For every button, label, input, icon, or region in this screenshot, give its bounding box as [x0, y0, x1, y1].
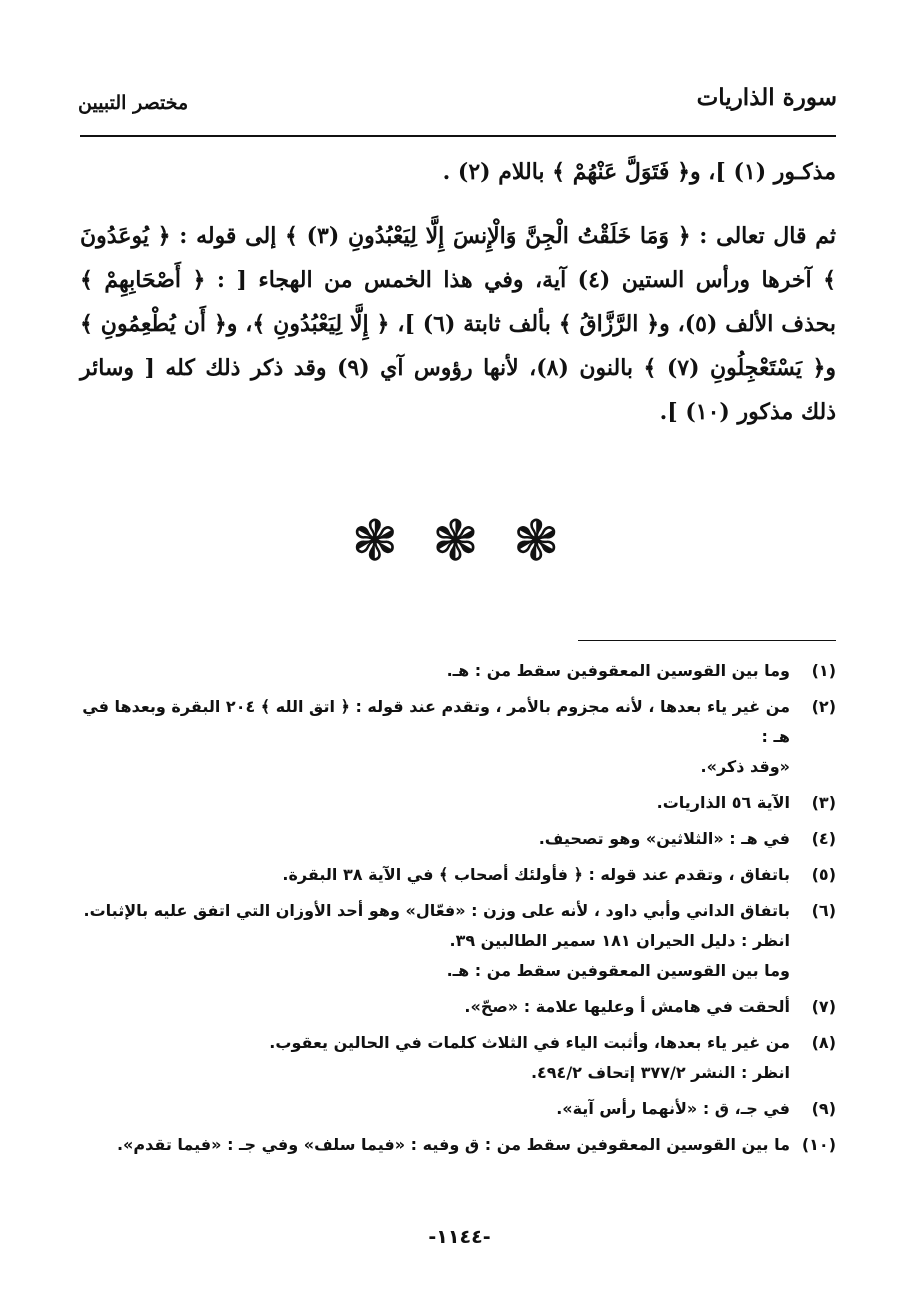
footnote [80, 896, 836, 986]
footnote [80, 1130, 836, 1160]
footnote-number: (٩) [811, 1099, 836, 1118]
footnote-text [80, 860, 790, 890]
surah-title: سورة الذاريات [696, 84, 837, 111]
footnote [80, 656, 836, 686]
footnote [80, 824, 836, 854]
section-separator-stars: ❃ ❃ ❃ [351, 509, 568, 574]
footnote-line: باتفاق ، وتقدم عند قوله : ﴿ فأولئك أصحاب ﴾ في الآية ٣٨ البقرة. [282, 865, 790, 884]
footnote-text [80, 788, 790, 818]
footnote-line: في جـ، ق : «لأنهما رأس آية». [556, 1099, 790, 1118]
footnote-line: وما بين القوسين المعقوفين سقط من : هـ. [446, 661, 790, 680]
footnote-line: وما بين القوسين المعقوفين سقط من : هـ. [446, 961, 790, 980]
footnote-number: (٥) [811, 865, 836, 884]
main-text [80, 150, 836, 434]
footnote [80, 860, 836, 890]
footnote-line: ما بين القوسين المعقوفين سقط من : ق وفيه : «فيما سلف» وفي جـ : «فيما تقدم». [116, 1135, 790, 1154]
footnote-number: (٣) [811, 793, 836, 812]
footnote-number: (٢) [811, 697, 836, 716]
footnote-text [80, 1028, 790, 1088]
paragraph: مذكـور (١) ]، و﴿ فَتَوَلَّ عَنْهُمْ ﴾ باللام (٢) . [442, 159, 836, 185]
footnote-line: الآية ٥٦ الذاريات. [656, 793, 790, 812]
footnote-text [80, 992, 790, 1022]
footnote-line: ألحقت في هامش أ وعليها علامة : «صحّ». [464, 997, 790, 1016]
footnote-text [80, 656, 790, 686]
footnote-line: في هـ : «الثلاثين» وهو تصحيف. [538, 829, 790, 848]
page-number: -١١٤٤- [428, 1226, 491, 1248]
footnote [80, 692, 836, 782]
footnote [80, 1028, 836, 1088]
footnotes [80, 656, 836, 1166]
footnote-number: (١٠) [801, 1135, 836, 1154]
footnote-number: (٤) [811, 829, 836, 848]
header-divider [80, 135, 836, 137]
footnote [80, 992, 836, 1022]
footnote-text [80, 896, 790, 986]
footnote-text [80, 824, 790, 854]
footnote-number: (١) [811, 661, 836, 680]
footnote [80, 1094, 836, 1124]
footnote-number: (٨) [811, 1033, 836, 1052]
book-title: مختصر التبيين [78, 92, 189, 114]
footnote-number: (٧) [811, 997, 836, 1016]
footnote-line: انظر : دليل الحيران ١٨١ سمير الطالبين ٣٩. [449, 931, 790, 950]
footnote-line: من غير ياء بعدها ، لأنه مجزوم بالأمر ، وتقدم عند قوله : ﴿ اتق الله ﴾ ٢٠٤ البقرة وبعدها في هـ : [82, 697, 790, 746]
footnote-text [80, 692, 790, 782]
paragraph: ثم قال تعالى : ﴿ وَمَا خَلَقْتُ الْجِنَّ وَالْإِنسَ إِلَّا لِيَعْبُدُونِ (٣) ﴾ إلى قوله : ﴿ يُوعَدُونَ ﴾ آخرها ورأس الستين (٤) آية، وفي هذا الخمس من الهجاء [ : ﴿ أَصْحَابِهِمْ ﴾ بحذف الألف (٥)، و﴿ الرَّزَّاقُ ﴾ بألف ثابتة (٦) ]، ﴿ إِلَّا لِيَعْبُدُونِ ﴾، و﴿ أَن يُطْعِمُونِ ﴾ و﴿ يَسْتَعْجِلُونِ (٧) ﴾ بالنون (٨)، لأنها رؤوس آي (٩) وقد ذكر ذلك كله [ وسائر ذلك مذكور (١٠) ]. [80, 223, 836, 425]
footnote-text [80, 1094, 790, 1124]
footnote [80, 788, 836, 818]
footnote-line: «وقد ذكر». [700, 757, 790, 776]
footnote-divider [578, 640, 836, 641]
footnote-line: من غير ياء بعدها، وأثبت الياء في الثلاث كلمات في الحالين يعقوب. [269, 1033, 790, 1052]
footnote-number: (٦) [811, 901, 836, 920]
footnote-line: انظر : النشر ٣٧٧/٢ إتحاف ٤٩٤/٢. [530, 1063, 790, 1082]
footnote-line: باتفاق الداني وأبي داود ، لأنه على وزن : «فعّال» وهو أحد الأوزان التي اتفق عليه بالإثبات. [83, 901, 790, 920]
footnote-text [80, 1130, 790, 1160]
